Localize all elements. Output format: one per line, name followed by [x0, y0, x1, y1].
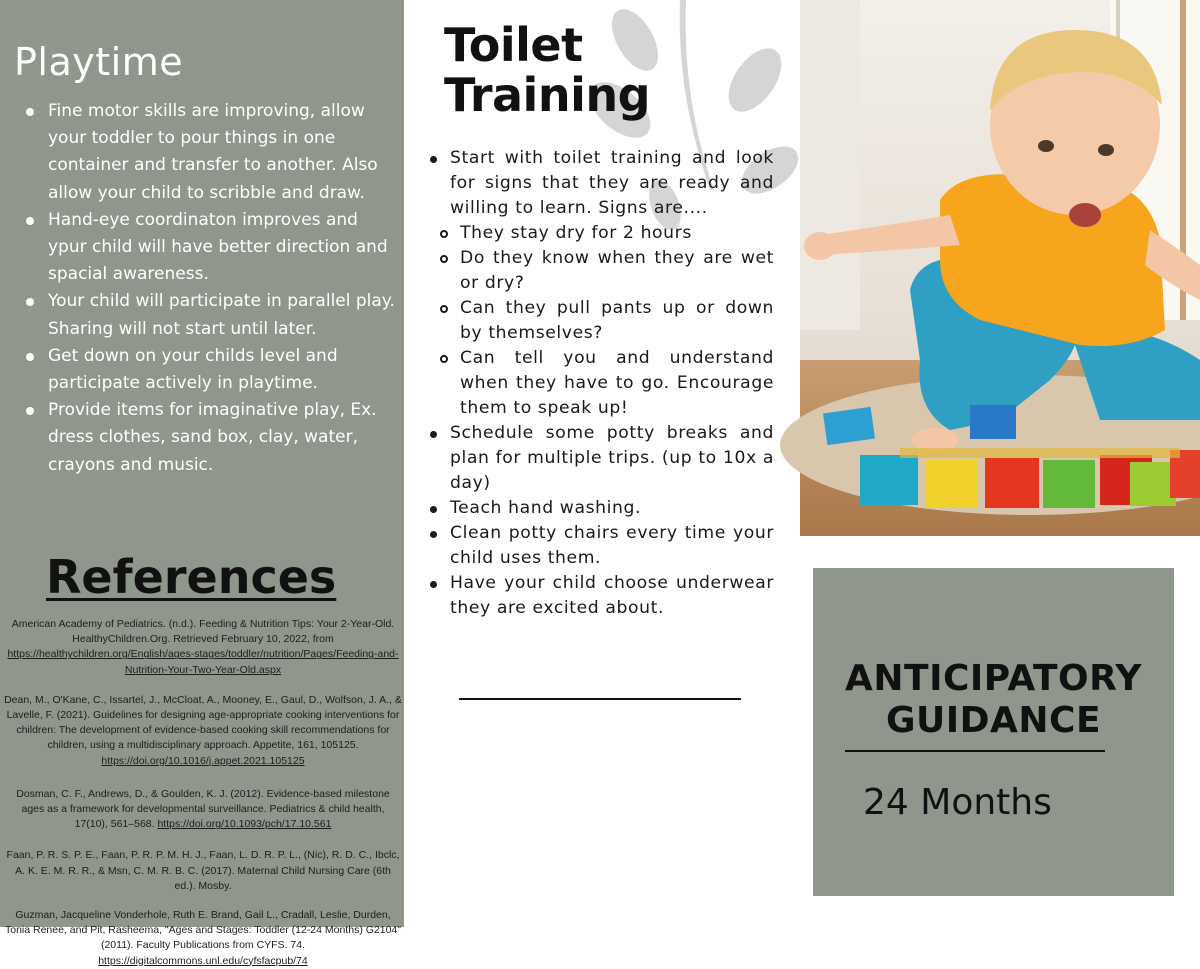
cover-title-line: ANTICIPATORY — [845, 658, 1142, 699]
reference-link[interactable]: https://doi.org/10.1093/pch/17.10.561 — [157, 818, 332, 831]
list-item-text: Fine motor skills are improving, allow your toddler to pour things in one container and transfer to another. Also allow your child to scribble and draw. — [48, 101, 378, 203]
bullet-icon — [26, 217, 34, 225]
list-item-text: Hand-eye coordinaton improves and ypur child will have better direction and spacial awareness. — [48, 209, 388, 285]
playtime-list — [22, 98, 397, 479]
list-item-text: Start with toilet training and look for signs that they are ready and willing to learn. Signs are.... — [450, 148, 774, 218]
references-list — [4, 617, 402, 969]
divider-line — [459, 698, 741, 700]
hollow-bullet-icon — [440, 230, 448, 238]
toilet-training-list — [428, 146, 774, 621]
reference-entry — [4, 848, 402, 894]
list-item — [428, 421, 774, 496]
reference-text: Dosman, C. F., Andrews, D., & Goulden, K. J. (2012). Evidence-based milestone ages as a framework for developmental surveillance. Pediatrics & child health, 17(10), 561–568. — [16, 787, 390, 831]
list-item-text: Get down on your childs level and participate actively in playtime. — [48, 345, 338, 394]
divider-line — [845, 750, 1105, 752]
reference-text: Guzman, Jacqueline Vonderhole, Ruth E. Brand, Gail L., Cradall, Leslie, Durden, Tonia Renee, and Pit, Rasheema, "Ages and Stages: Toddler (12-24 Months) G2104" (2011). Faculty Publications from CYFS. 74. — [4, 909, 401, 952]
sub-list-item — [428, 246, 774, 296]
list-item-text: Your child will participate in parallel play. Sharing will not start until later. — [48, 291, 395, 339]
bullet-icon — [26, 108, 34, 116]
list-item — [22, 207, 397, 289]
hollow-bullet-icon — [440, 305, 448, 313]
list-item — [428, 496, 774, 521]
list-item — [428, 521, 774, 571]
reference-link[interactable]: https://healthychildren.org/English/ages-stages/toddler/nutrition/Pages/Feeding-and-Nutrition-Your-Two-Year-Old.aspx — [7, 648, 399, 676]
heading-line: Training — [444, 68, 651, 122]
list-item — [22, 288, 397, 342]
reference-entry — [4, 908, 402, 969]
references-heading: References — [46, 550, 337, 604]
list-item-text: Provide items for imaginative play, Ex. dress clothes, sand box, clay, water, crayons and music. — [48, 400, 377, 475]
list-item-text: Teach hand washing. — [450, 498, 642, 518]
heading-line: Toilet — [444, 18, 583, 72]
age-subtitle: 24 Months — [863, 782, 1052, 823]
sub-list-item — [428, 221, 774, 246]
list-item-text: Clean potty chairs every time your child uses them. — [450, 523, 774, 568]
bullet-icon — [26, 353, 34, 361]
cover-title — [813, 658, 1174, 742]
cover-panel — [813, 568, 1174, 896]
sub-list-item-text: Can tell you and understand when they have to go. Encourage them to speak up! — [460, 348, 774, 418]
bullet-icon — [26, 407, 34, 415]
bullet-icon — [430, 156, 437, 163]
reference-entry — [4, 617, 402, 678]
readiness-signs-list — [450, 221, 774, 421]
list-item — [22, 98, 397, 207]
sub-list-item-text: They stay dry for 2 hours — [460, 223, 692, 243]
reference-text: Faan, P. R. S. P. E., Faan, P. R. P. M. H. J., Faan, L. D. R. P. L., (Nic), R. D. C., Ibclc, A. K. E. M. R. R., & Msn, C. M. R. B. C. (2017). Maternal Child Nursing Care (6th ed.). Mosby. — [6, 849, 400, 892]
left-panel — [0, 0, 404, 967]
bullet-icon — [430, 506, 437, 513]
reference-entry — [4, 787, 402, 833]
toddler-photo — [800, 0, 1200, 536]
cover-title-line: GUIDANCE — [885, 700, 1102, 741]
bullet-icon — [430, 581, 437, 588]
reference-link[interactable]: https://doi.org/10.1016/j.appet.2021.105125 — [101, 754, 305, 767]
list-item-text: Schedule some potty breaks and plan for multiple trips. (up to 10x a day) — [450, 423, 774, 493]
playtime-heading: Playtime — [14, 40, 184, 84]
sub-list-item — [428, 296, 774, 346]
toilet-training-heading — [444, 20, 784, 120]
bullet-icon — [430, 431, 437, 438]
list-item — [428, 146, 774, 421]
reference-entry — [4, 693, 402, 769]
reference-link[interactable]: https://digitalcommons.unl.edu/cyfsfacpub/74 — [98, 954, 308, 967]
sub-list-item — [428, 346, 774, 421]
reference-text: Dean, M., O'Kane, C., Issartel, J., McCloat, A., Mooney, E., Gaul, D., Wolfson, J. A., & Lavelle, F. (2021). Guidelines for designing age-appropriate cooking interventions for children: The development of evidence-based cooking skill recommendations for children, using a multidisciplinary approach. Appetite, 161, 105125. — [4, 693, 402, 752]
list-item — [428, 571, 774, 621]
list-item-text: Have your child choose underwear they are excited about. — [450, 573, 774, 618]
sub-list-item-text: Do they know when they are wet or dry? — [460, 248, 774, 293]
hollow-bullet-icon — [440, 355, 448, 363]
sub-list-item-text: Can they pull pants up or down by themselves? — [460, 298, 774, 343]
list-item — [22, 343, 397, 397]
bullet-icon — [26, 298, 34, 306]
bullet-icon — [430, 531, 437, 538]
reference-text: American Academy of Pediatrics. (n.d.). Feeding & Nutrition Tips: Your 2-Year-Old. HealthyChildren.Org. Retrieved February 10, 2022, from — [11, 618, 395, 646]
list-item — [22, 397, 397, 479]
hollow-bullet-icon — [440, 255, 448, 263]
